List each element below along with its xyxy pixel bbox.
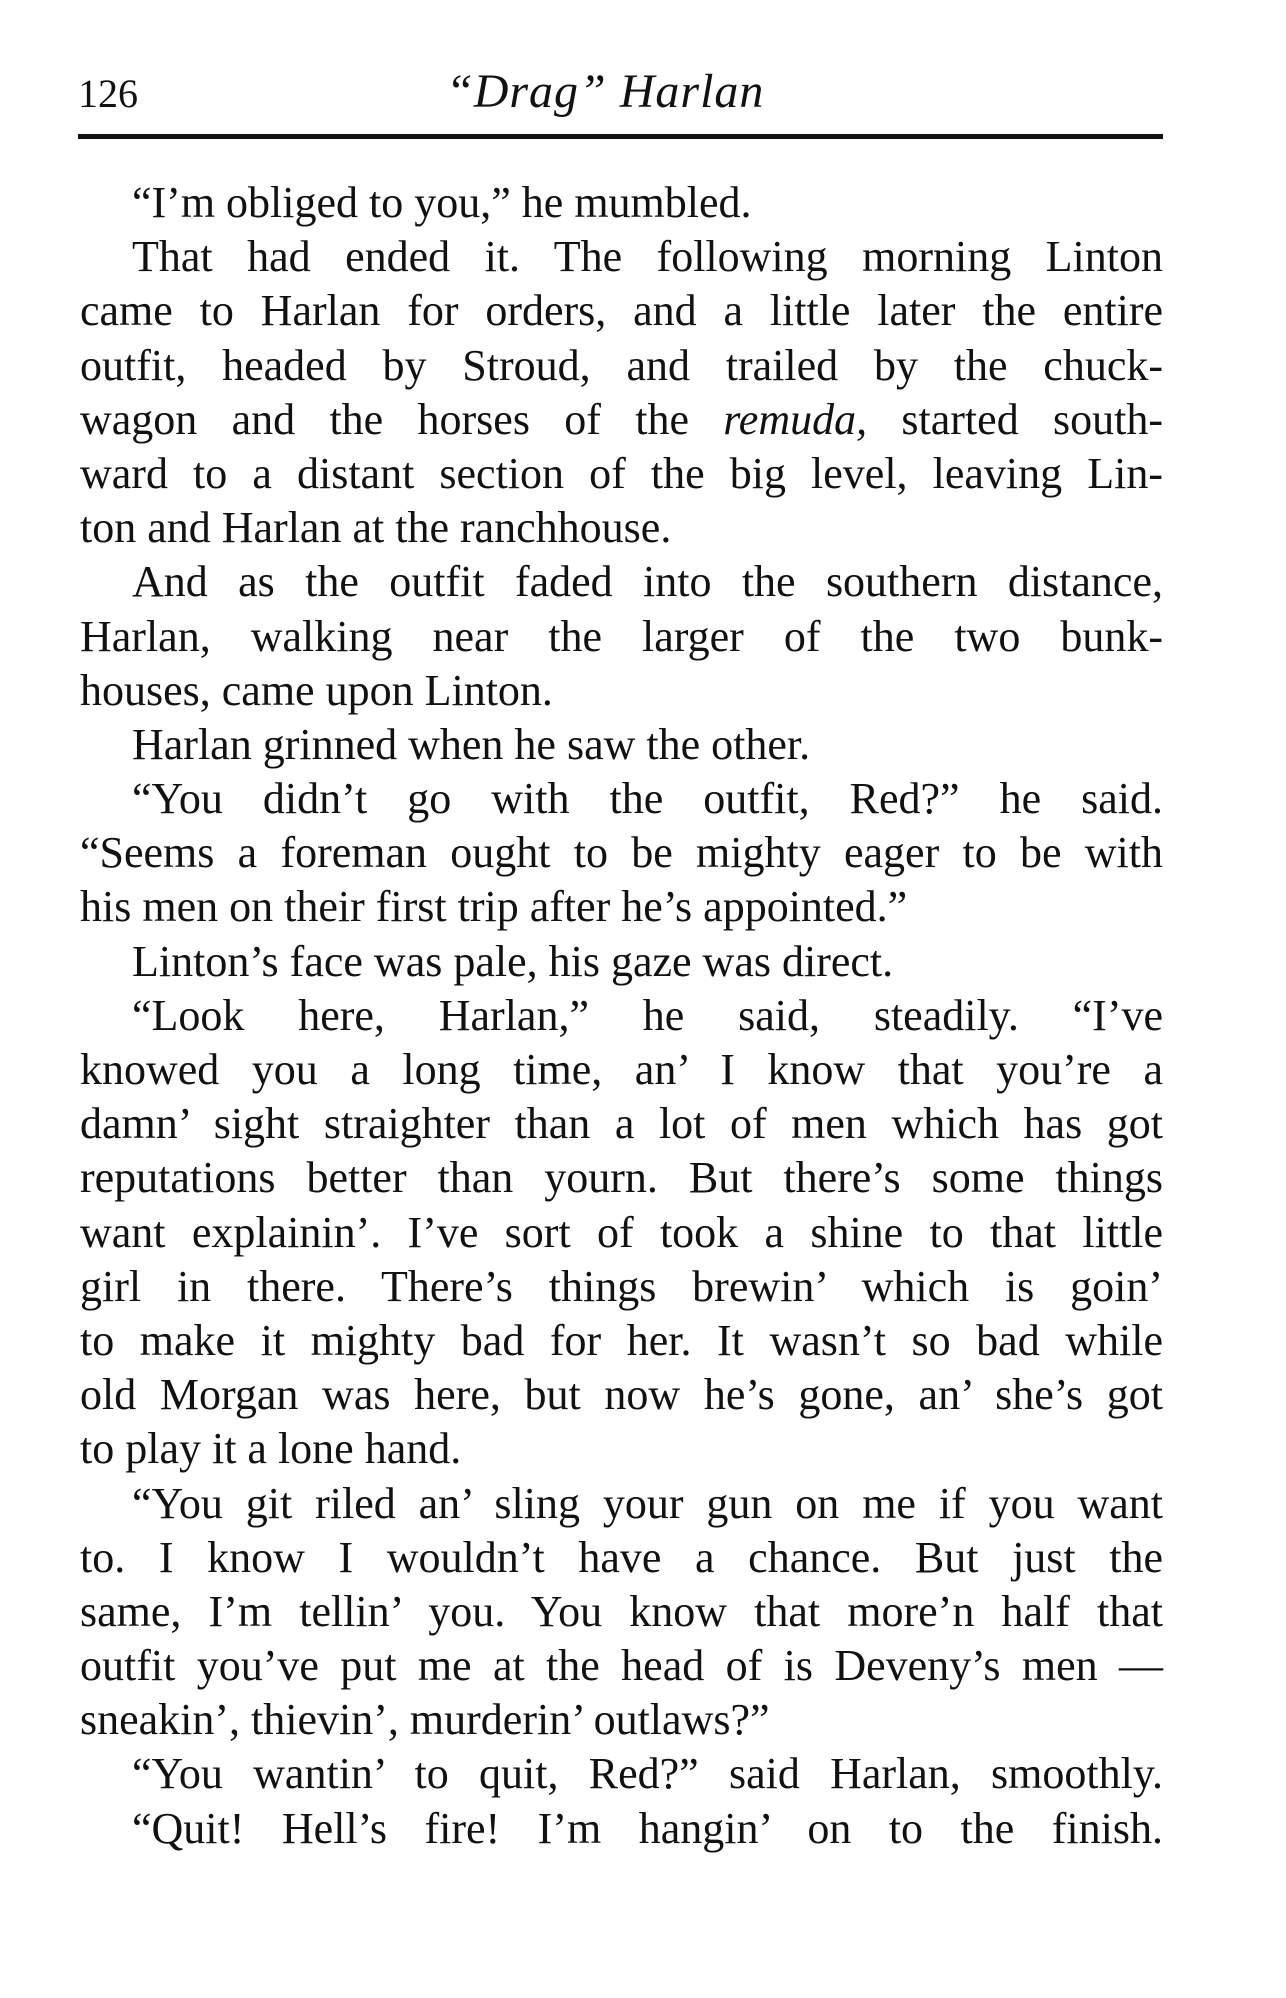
running-title: “Drag” Harlan (446, 65, 765, 118)
text-line: ward to a distant section of the big level, leaving Lin- (80, 448, 1163, 498)
page-header (78, 64, 1163, 128)
text-line: ton and Harlan at the ranchhouse. (80, 503, 672, 553)
text-line: sneakin’, thievin’, murderin’ outlaws?” (80, 1695, 770, 1745)
text-line: to. I know I wouldn’t have a chance. But just the (80, 1532, 1163, 1582)
text-line: his men on their first trip after he’s appointed.” (80, 882, 908, 932)
text-line: Harlan grinned when he saw the other. (132, 719, 811, 769)
text-line: Harlan, walking near the larger of the two bunk- (80, 611, 1163, 661)
text-line: same, I’m tellin’ you. You know that more’n half that (80, 1586, 1163, 1636)
text-line: old Morgan was here, but now he’s gone, an’ she’s got (80, 1370, 1163, 1420)
text-line: “You git riled an’ sling your gun on me if you want (132, 1478, 1163, 1528)
text-line: damn’ sight straighter than a lot of men which has got (80, 1099, 1163, 1149)
text-line: “Quit! Hell’s fire! I’m hangin’ on to the finish. (132, 1803, 1163, 1853)
body-text (80, 176, 1163, 1856)
text-line: houses, came upon Linton. (80, 665, 553, 715)
text-line: outfit, headed by Stroud, and trailed by the chuck- (80, 340, 1163, 390)
page-number: 126 (78, 71, 138, 116)
text-line: to play it a lone hand. (80, 1424, 462, 1474)
text-line: Linton’s face was pale, his gaze was direct. (132, 936, 894, 986)
header-rule (78, 134, 1163, 139)
text-line: “You wantin’ to quit, Red?” said Harlan, smoothly. (132, 1749, 1163, 1799)
text-line: “Seems a foreman ought to be mighty eager to be with (80, 828, 1163, 878)
text-line: reputations better than yourn. But there’s some things (80, 1153, 1163, 1203)
text-line: That had ended it. The following morning Linton (132, 232, 1163, 282)
text-line: to make it mighty bad for her. It wasn’t so bad while (80, 1315, 1163, 1365)
text-line: outfit you’ve put me at the head of is Deveny’s men — (80, 1641, 1163, 1691)
text-line: “I’m obliged to you,” he mumbled. (132, 178, 752, 227)
text-line (80, 393, 1163, 447)
text-segment: started south- (901, 394, 1163, 444)
text-line: “You didn’t go with the outfit, Red?” he said. (132, 774, 1163, 824)
italic-word: remuda, (723, 394, 868, 444)
text-line: want explainin’. I’ve sort of took a shine to that little (80, 1207, 1163, 1257)
text-line: “Look here, Harlan,” he said, steadily. “I’ve (132, 990, 1163, 1040)
text-segment: wagon and the horses of the (80, 394, 689, 444)
text-line: knowed you a long time, an’ I know that you’re a (80, 1045, 1163, 1094)
text-line: girl in there. There’s things brewin’ which is goin’ (80, 1261, 1163, 1311)
text-line: came to Harlan for orders, and a little later the entire (80, 286, 1163, 336)
text-line: And as the outfit faded into the southern distance, (132, 557, 1163, 607)
